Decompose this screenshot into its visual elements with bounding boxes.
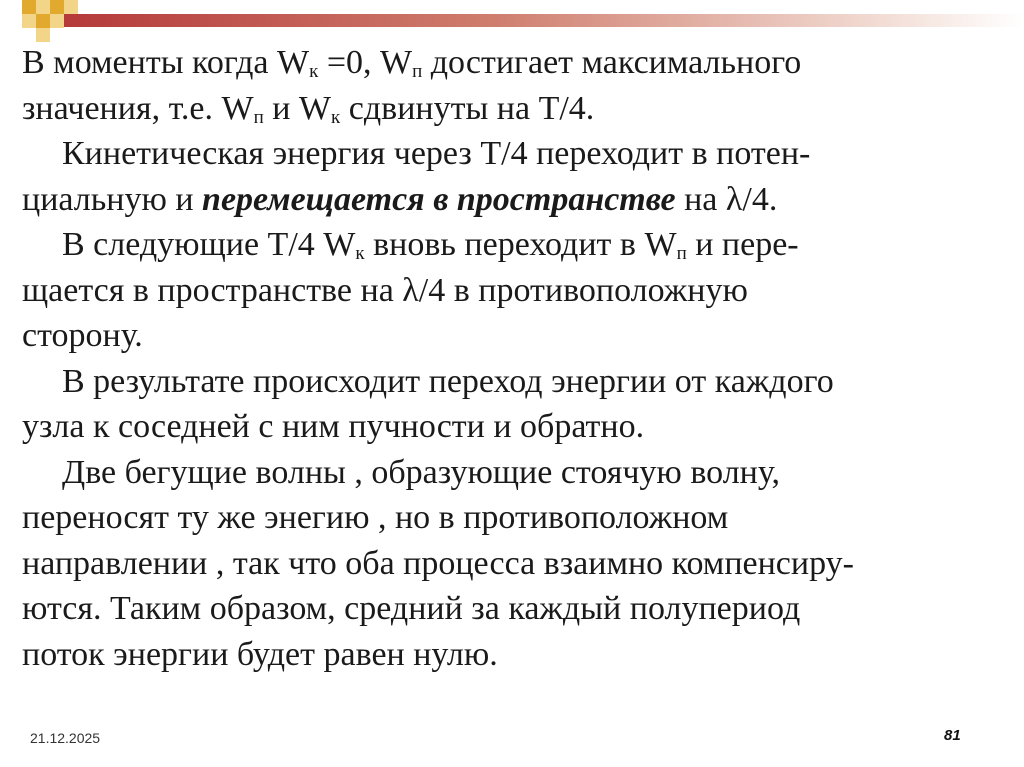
emphasized-text: перемещается в пространстве [202,180,676,218]
text-run: и W [263,89,332,127]
text-run: циальную и [22,180,203,218]
text-line: Две бегущие волны , образующие стоячую волну, [62,453,780,491]
footer-date: 21.12.2025 [30,730,101,746]
subscript: к [309,61,319,82]
text-run: и пере- [686,226,799,263]
slide-body [22,40,1002,677]
text-line [22,222,1002,268]
text-run: =0, W [318,44,413,81]
text-run: В моменты когда W [22,44,310,81]
page-number: 81 [944,727,961,744]
text-line: узла к соседней с ним пучности и обратно. [22,408,645,445]
text-line: В результате происходит переход энергии от каждого [62,362,834,400]
decor-square [36,0,50,14]
subscript: п [676,243,687,264]
text-line [22,40,1002,86]
text-run: достигает максимального [422,44,802,81]
text-line: ются. Таким образом, средний за каждый полупериод [22,590,801,627]
decor-square [64,0,78,14]
decor-square [50,0,64,14]
decor-square [22,0,36,14]
decor-square [22,14,36,28]
decor-square [36,14,50,28]
text-line: щается в пространстве на λ/4 в противоположную [22,271,748,309]
text-line: сторону. [22,317,143,354]
text-run: вновь переходит в W [364,226,677,263]
text-line: направлении , так что оба процесса взаимно компенсиру- [22,544,854,582]
text-run: сдвинуты на Т/4. [340,89,595,127]
text-run: В следующие Т/4 W [62,226,356,263]
subscript: к [355,243,365,264]
subscript: п [412,61,423,82]
text-run: на λ/4. [675,180,778,218]
text-line: переносят ту же энегию , но в противоположном [22,499,729,536]
header-gradient-bar [64,14,1024,27]
text-line [22,86,1002,132]
text-line: поток энергии будет равен нулю. [22,635,498,673]
text-run: значения, т.е. W [22,89,254,127]
text-line: Кинетическая энергия через Т/4 переходит в потен- [62,135,811,172]
subscript: к [331,106,341,128]
decor-square [50,14,64,28]
text-line [22,177,1002,223]
subscript: п [253,106,264,128]
